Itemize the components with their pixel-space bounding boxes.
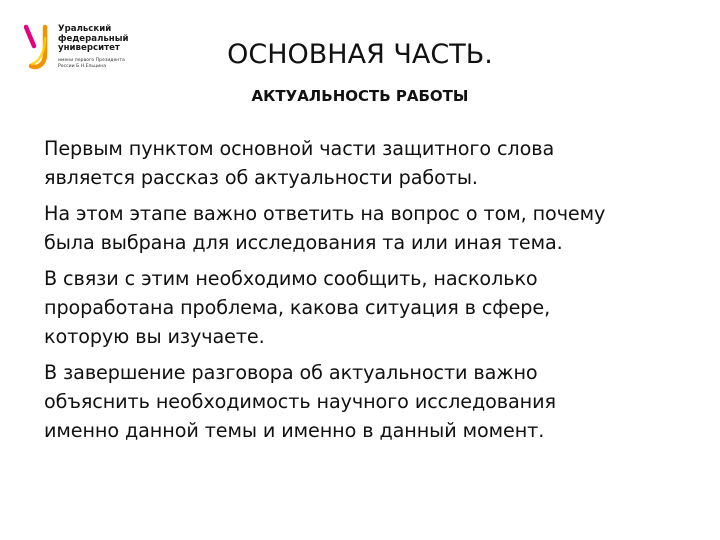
text-line: В завершение разговора об актуальности важно [44,361,538,384]
text-line: именно данной темы и именно в данный момент. [44,419,545,442]
text-line: объяснить необходимость научного исследования [44,390,556,413]
text-line: проработана проблема, какова ситуация в сфере, [44,296,551,319]
paragraph [44,134,694,192]
paragraph [44,264,694,351]
text-line: была выбрана для исследования та или иная тема. [44,231,563,254]
slide-body [44,134,694,452]
text-line: На этом этапе важно ответить на вопрос о том, почему [44,202,606,225]
slide-title: ОСНОВНАЯ ЧАСТЬ. [227,39,493,70]
paragraph [44,199,694,257]
logo-line: университет [58,43,120,54]
text-line: которую вы изучаете. [44,325,265,348]
logo-line: Уральский [58,24,112,34]
logo-subline: России Б.Н.Ельцина [58,63,107,69]
logo-line: федеральный [58,33,129,44]
text-line: является рассказ об актуальности работы. [44,166,478,189]
slide-subtitle: АКТУАЛЬНОСТЬ РАБОТЫ [251,87,469,105]
paragraph [44,358,694,445]
logo-subline: имени первого Президента [58,57,125,63]
text-line: В связи с этим необходимо сообщить, насколько [44,267,538,290]
text-line: Первым пунктом основной части защитного слова [44,137,555,160]
